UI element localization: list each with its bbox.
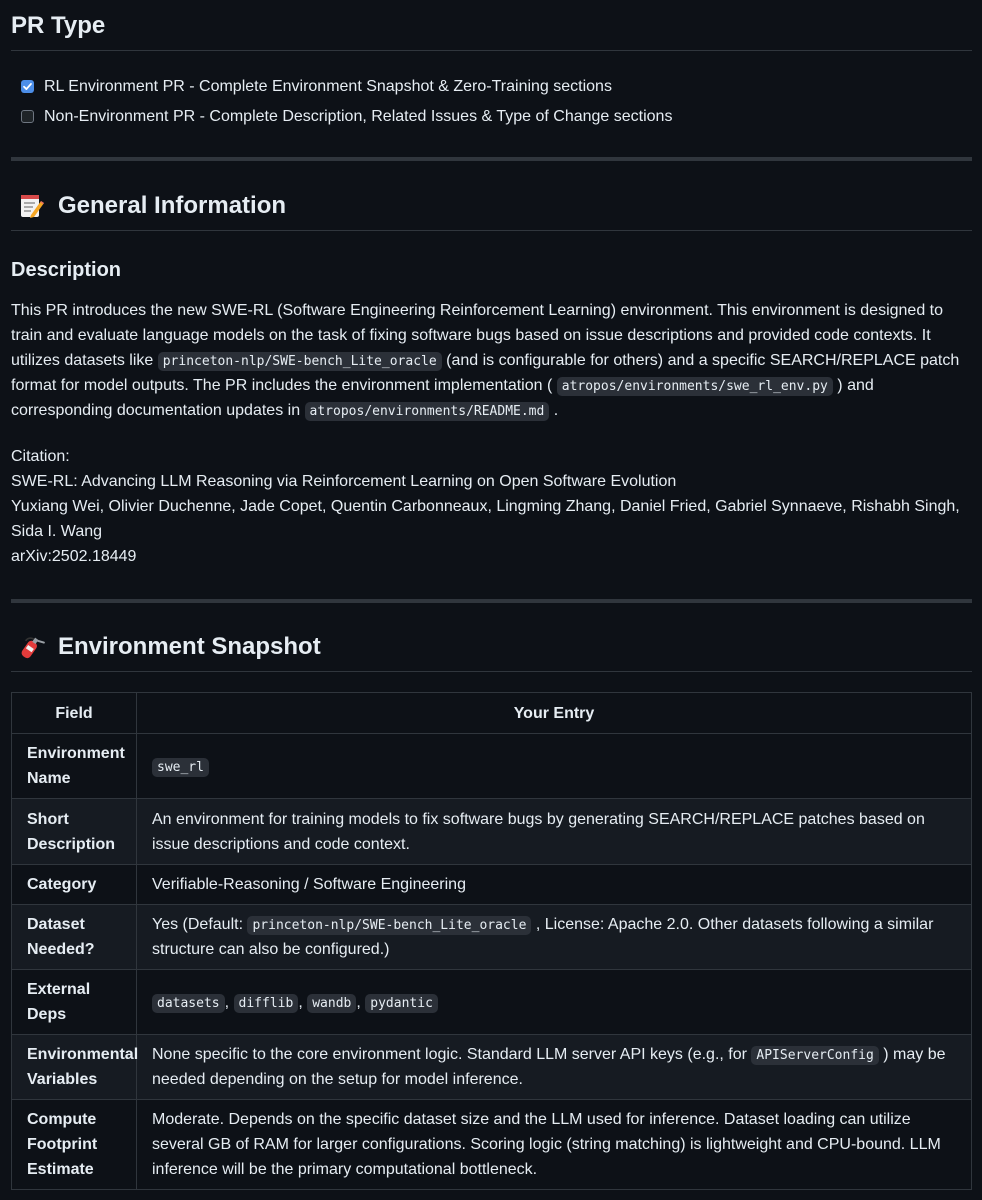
inline-code: difflib — [234, 994, 299, 1013]
text-run: , License: Apache 2.0. Other datasets following a similar structure can also be configured.) — [152, 916, 934, 958]
field-cell: Dataset Needed? — [12, 905, 137, 970]
field-cell: Environment Name — [12, 734, 137, 799]
column-header-entry: Your Entry — [137, 693, 972, 734]
text-run: ) and corresponding documentation updates in — [11, 377, 874, 419]
general-information-heading — [11, 191, 972, 231]
description-heading: Description — [11, 259, 122, 281]
table-row-environmental-variables — [12, 1035, 972, 1100]
section-divider — [11, 157, 972, 161]
task-label: Non-Environment PR - Complete Description, Related Issues & Type of Change sections — [44, 107, 673, 125]
entry-cell — [137, 734, 972, 799]
checkmark-icon — [22, 81, 33, 92]
citation-label: Citation: — [11, 448, 70, 465]
text-run: This PR introduces the new SWE-RL (Software Engineering Reinforcement Learning) environment. This environment is designed to train and evaluate language models on the task of fixing software bugs based on issue descriptions and provided code contexts. It utilizes datasets like — [11, 302, 944, 369]
checkbox-checked[interactable] — [21, 80, 34, 93]
inline-code: swe_rl — [152, 758, 209, 777]
separator: , — [224, 993, 230, 1011]
section-title: General Information — [58, 192, 287, 219]
entry-cell: Moderate. Depends on the specific dataset size and the LLM used for inference. Dataset loading can utilize several GB of RAM for larger configurations. Scoring logic (string matching) is lightweight and CPU-bound. LLM inference will be the primary computational bottleneck. — [137, 1100, 972, 1190]
table-row-short-description — [12, 799, 972, 865]
column-header-field: Field — [12, 693, 137, 734]
entry-cell — [137, 905, 972, 970]
field-cell: External Deps — [12, 970, 137, 1035]
inline-code: princeton-nlp/SWE-bench_Lite_oracle — [247, 916, 531, 935]
table-row-dataset-needed — [12, 905, 972, 970]
text-run: None specific to the core environment logic. Standard LLM server API keys (e.g., for — [152, 1046, 752, 1063]
inline-code: atropos/environments/README.md — [305, 402, 550, 421]
inline-code: princeton-nlp/SWE-bench_Lite_oracle — [158, 352, 442, 371]
environment-snapshot-table — [11, 692, 972, 1190]
entry-cell: Verifiable-Reasoning / Software Engineering — [137, 865, 972, 905]
section-divider — [11, 599, 972, 603]
fire-extinguisher-icon — [17, 633, 45, 661]
table-row-compute-footprint — [12, 1100, 972, 1190]
citation-arxiv: arXiv:2502.18449 — [11, 548, 137, 565]
entry-cell: An environment for training models to fix software bugs by generating SEARCH/REPLACE patches based on issue descriptions and code context. — [137, 799, 972, 865]
text-run: . — [549, 402, 559, 419]
text-run: (and is configurable for others) and a specific SEARCH/REPLACE patch format for model outputs. The PR includes the environment implementation ( — [11, 352, 960, 394]
inline-code: APIServerConfig — [751, 1046, 878, 1065]
table-header-row — [12, 693, 972, 734]
field-cell: Compute Footprint Estimate — [12, 1100, 137, 1190]
separator: , — [298, 993, 303, 1011]
environment-snapshot-heading — [11, 632, 972, 672]
citation-block — [11, 444, 972, 569]
inline-code: datasets — [152, 994, 225, 1013]
entry-cell — [137, 970, 972, 1035]
pr-type-heading: PR Type — [11, 0, 972, 51]
inline-code: atropos/environments/swe_rl_env.py — [557, 377, 833, 396]
table-row-category — [12, 865, 972, 905]
text-run: ) may be needed depending on the setup for model inference. — [152, 1046, 946, 1088]
field-cell: Category — [12, 865, 137, 905]
table-row-environment-name — [12, 734, 972, 799]
citation-authors: Yuxiang Wei, Olivier Duchenne, Jade Copet, Quentin Carbonneaux, Lingming Zhang, Daniel Fried, Gabriel Synnaeve, Rishabh Singh, Sida I. Wang — [11, 498, 960, 540]
task-label: RL Environment PR - Complete Environment Snapshot & Zero-Training sections — [44, 77, 612, 95]
text-run: Yes (Default: — [152, 916, 248, 933]
separator: , — [356, 993, 361, 1011]
inline-code: pydantic — [365, 994, 438, 1013]
field-cell: Short Description — [12, 799, 137, 865]
memo-icon — [17, 192, 45, 220]
section-title: Environment Snapshot — [58, 633, 321, 660]
citation-title: SWE-RL: Advancing LLM Reasoning via Reinforcement Learning on Open Software Evolution — [11, 473, 677, 490]
entry-cell — [137, 1035, 972, 1100]
pr-type-tasklist — [11, 51, 972, 131]
field-cell: Environmental Variables — [12, 1035, 137, 1100]
description-paragraph — [11, 298, 972, 423]
inline-code: wandb — [307, 994, 356, 1013]
task-item-rl-environment — [11, 71, 972, 101]
task-item-non-environment — [11, 101, 972, 131]
checkbox-unchecked[interactable] — [21, 110, 34, 123]
table-row-external-deps — [12, 970, 972, 1035]
